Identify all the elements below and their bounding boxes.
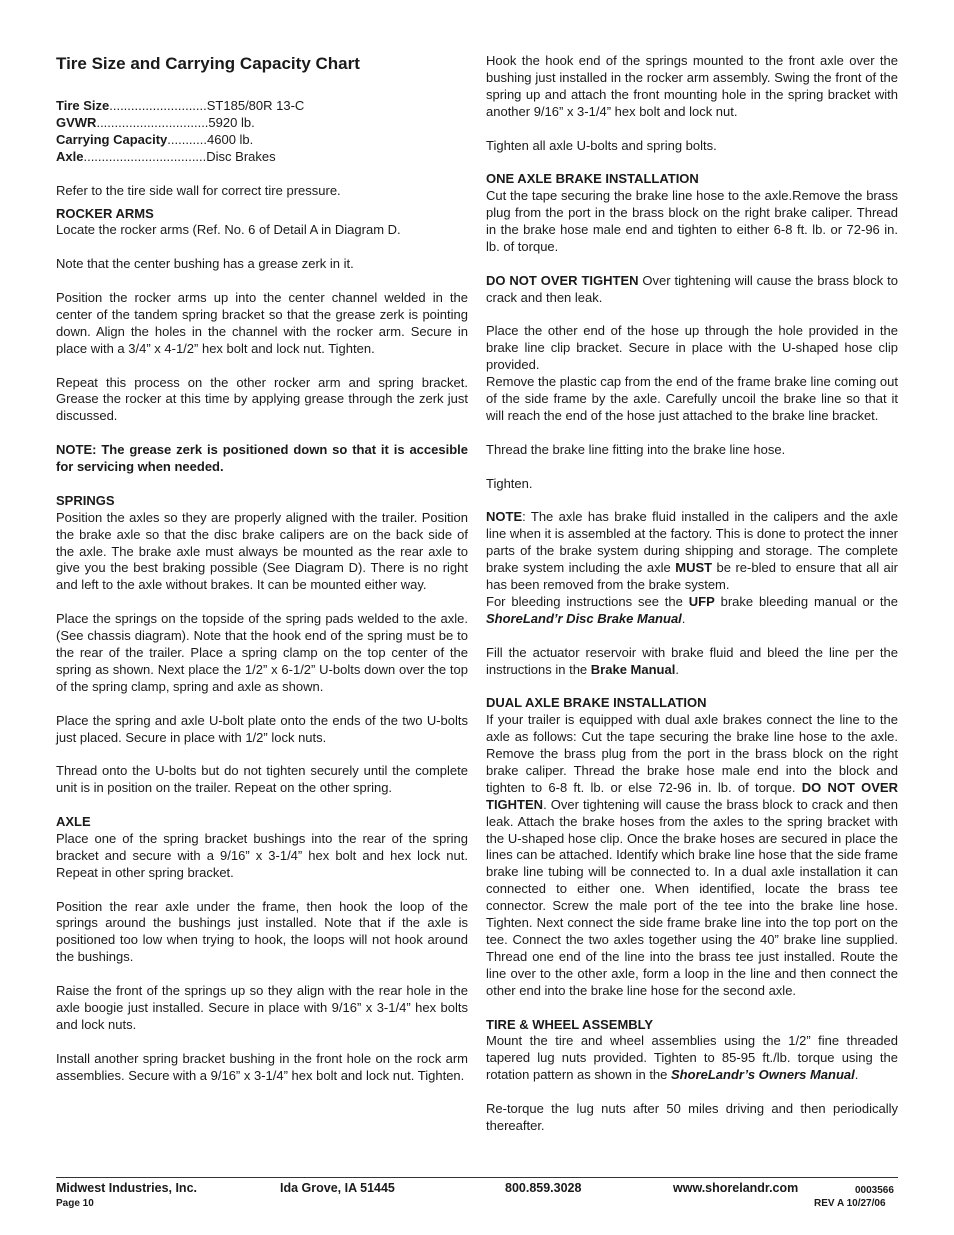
rocker-arms-paragraph: Position the rocker arms up into the center channel welded in the center of the tandem spring bracket so that the grease zerk is pointing down. Align the holes in the channel with the rocker arm. Secure in place with a 3/4” x 4-1/2” hex bolt and lock nut. Tighten.: [56, 290, 468, 356]
axle-paragraph: Place one of the spring bracket bushings into the rear of the spring bracket and secure with a 9/16” x 3-1/4” hex bolt and hex lock nut. Repeat in other spring bracket.: [56, 830, 468, 880]
right-column: [486, 53, 898, 1135]
springs-heading: SPRINGS: [56, 492, 115, 508]
axle-paragraph: Install another spring bracket bushing in the front hole on the rock arm assemblies. Secure with a 9/16” x 3-1/4” hex bolt and lock nut. Tighten.: [56, 1050, 468, 1083]
dual-axle-brake-heading: DUAL AXLE BRAKE INSTALLATION: [486, 695, 707, 711]
spec-dots: ...............................: [96, 114, 209, 130]
bleed-ufp: UFP: [688, 593, 715, 609]
warning-text: Over tightening will cause the brass block to crack and then leak.: [486, 272, 898, 305]
tighten-all-paragraph: Tighten all axle U-bolts and spring bolts.: [486, 137, 717, 153]
tire-pressure-note: Refer to the tire side wall for correct tire pressure.: [56, 182, 341, 198]
rocker-arms-paragraph: Note that the center bushing has a grease zerk in it.: [56, 256, 354, 272]
footer-page-number: Page 10: [56, 1198, 94, 1209]
tire-text: .: [854, 1067, 859, 1083]
spec-dots: ...........................: [109, 98, 207, 113]
springs-paragraph: Place the springs on the topside of the spring pads welded to the axle. (See chassis diagram). Note that the hook end of the spring must be to the rear of the trailer. Place a spring clamp on the top center of the spring as shown. Next place the 1/2” x 6-1/2” U-bolts down over the top of the spring clamp, spring and axle as shown.: [56, 611, 468, 694]
over-tighten-warning: [486, 273, 898, 307]
bleeding-instructions: [486, 594, 898, 628]
dual-text: If your trailer is equipped with dual axle brakes connect the line to the axle as follows: Cut the tape securing the brake line hose to the axle. Remove the brass plug from the port in the brass block on the right brake caliper. Thread the brake hose male end into the block and tighten to 6-8 ft. lb. or else 72-96 in. lb. of torque.: [486, 712, 898, 795]
axle-paragraph: Position the rear axle under the frame, then hook the loop of the springs around the bushings just installed. Note that if the axle is positioned too low when trying to hook, the loops will not hook around the bushings.: [56, 898, 468, 965]
spec-label: Tire Size: [56, 98, 110, 113]
footer-divider: [56, 1177, 898, 1178]
note-text: be re-bled to ensure that all air has been removed from the brake system.: [486, 560, 899, 592]
note-text: : The axle has brake fluid installed in the calipers and the axle line when it is assembled at the factory. This is done to protect the inner parts of the brake system during shipping and storage. The complete brake system including the axle: [486, 509, 898, 576]
spec-row-tire-size: [56, 98, 468, 115]
footer-website: www.shorelandr.com: [673, 1181, 799, 1195]
springs-paragraph: Thread onto the U-bolts but do not tighten securely until the complete unit is in position on the trailer. Repeat on the other spring.: [56, 763, 468, 796]
one-axle-paragraph: Thread the brake line fitting into the brake line hose.: [486, 441, 786, 457]
warning-bold: DO NOT OVER TIGHTEN: [486, 272, 639, 288]
bleed-text: For bleeding instructions see the: [486, 593, 689, 609]
footer-city: Ida Grove, IA 51445: [280, 1181, 395, 1195]
page-title: Tire Size and Carrying Capacity Chart: [56, 54, 360, 73]
fill-text: Fill the actuator reservoir with brake fluid and bleed the line per the instructions in the: [486, 644, 898, 677]
footer-revision: REV A 10/27/06: [814, 1198, 886, 1209]
tire-wheel-heading: TIRE & WHEEL ASSEMBLY: [486, 1016, 654, 1032]
axle-paragraph: Raise the front of the springs up so they align with the rear hole in the axle boogie just installed. Secure in place with 9/16” x 3-1/4” hex bolts and lock nuts.: [56, 983, 468, 1032]
footer-company: Midwest Industries, Inc.: [56, 1181, 197, 1195]
dual-text: . Over tightening will cause the brass block to crack and then leak. Attach the brake hoses from the axles to the spring bracket with the U-shaped hose clip. Once the brake hoses are secured in place the lines can be attached. Identify which brake line hose that the side frame brake line tubing will be connected to. In a dual axle installation it can connected to either one. When identified, locate the brass tee connector. Screw the male port of the tee into the brake line hose. Tighten. Next connect the side frame brake line into the top port on the tee. Connect the two axles together using the 40” brake line supplied. Thread one end of the line into the brass tee just installed. Route the line over to the other axle, form a loop in the line and then connect the other end into the brake line hose for the second axle.: [486, 796, 898, 998]
spec-value: 5920 lb.: [208, 114, 255, 130]
left-column: [56, 54, 468, 1084]
one-axle-paragraph: Tighten.: [486, 475, 533, 491]
note-must: MUST: [675, 560, 713, 576]
dual-axle-paragraph: [486, 712, 898, 999]
one-axle-brake-heading: ONE AXLE BRAKE INSTALLATION: [486, 171, 699, 187]
tire-wheel-paragraph: [486, 1033, 898, 1084]
one-axle-paragraph: Remove the plastic cap from the end of the frame brake line coming out of the side frame by the axle. Carefully uncoil the brake line so that it will reach the end of the hose just attached to the brake line bracket.: [486, 374, 898, 423]
springs-paragraph: Position the axles so they are properly aligned with the trailer. Position the brake axle so that the disc brake calipers are on the back side of the axle. The brake axle must always be mounted as the rear axle to give you the best braking possible (See Diagram D). There is no right and left to the axle without brakes. It can be mounted either way.: [56, 509, 468, 593]
rocker-arms-heading: ROCKER ARMS: [56, 205, 154, 221]
dual-warning-bold: DO NOT OVER TIGHTEN: [486, 779, 898, 812]
footer-doc-number: 0003566: [855, 1185, 894, 1196]
spec-label: Axle: [56, 148, 84, 164]
bleed-text: brake bleeding manual or the: [714, 593, 898, 609]
retorque-paragraph: Re-torque the lug nuts after 50 miles driving and then periodically thereafter.: [486, 1101, 898, 1133]
one-axle-paragraph: Place the other end of the hose up through the hole provided in the brake line clip bracket. Secure in place with the U-shaped hose clip provided.: [486, 323, 898, 373]
fill-text: .: [675, 661, 679, 677]
one-axle-paragraph: Cut the tape securing the brake line hose to the axle.Remove the brass plug from the port in the brass block on the right brake caliper. Thread in the brake hose male end and tighten to either 6-8 ft. lb. or 72-96 in. lb. of torque.: [486, 188, 898, 254]
springs-hook-paragraph: Hook the hook end of the springs mounted to the front axle over the bushing just installed in the rocker arm assembly. Swing the front of the spring up and attach the front mounting hole in the spring bracket with another 9/16” x 3-1/4” hex bolt and lock nut.: [486, 53, 898, 119]
springs-paragraph: Place the spring and axle U-bolt plate onto the ends of the two U-bolts just placed. Secure in place with 1/2” lock nuts.: [56, 712, 468, 745]
spec-dots: ...........: [167, 131, 207, 147]
note-bold: NOTE: [486, 509, 523, 525]
spec-label: GVWR: [56, 114, 97, 130]
bleed-manual-title: ShoreLand’r Disc Brake Manual: [486, 610, 682, 626]
rocker-arms-note: NOTE: The grease zerk is positioned down so that it is accesible for servicing when needed.: [56, 442, 468, 475]
spec-label: Carrying Capacity: [56, 131, 168, 147]
owners-manual-title: ShoreLandr’s Owners Manual: [671, 1067, 855, 1083]
rocker-arms-paragraph: Locate the rocker arms (Ref. No. 6 of Detail A in Diagram D.: [56, 222, 401, 238]
footer-phone: 800.859.3028: [505, 1181, 582, 1195]
spec-row-axle: [56, 149, 468, 166]
factory-fluid-note: [486, 509, 898, 594]
spec-dots: ..................................: [83, 148, 207, 164]
spec-value: Disc Brakes: [206, 148, 276, 164]
axle-heading: AXLE: [56, 814, 91, 830]
spec-value: 4600 lb.: [207, 131, 254, 147]
spec-row-carrying-capacity: [56, 132, 468, 149]
spec-value: ST185/80R 13-C: [206, 98, 305, 113]
bleed-text: .: [681, 610, 686, 626]
fill-reservoir-paragraph: [486, 645, 898, 679]
spec-table: [56, 98, 468, 166]
spec-row-gvwr: [56, 115, 468, 132]
tire-text: Mount the tire and wheel assemblies using the 1/2” fine threaded tapered lug nuts provided. Tighten to 85-95 ft./lb. torque using the rotation pattern as shown in the: [486, 1033, 898, 1083]
fill-manual-title: Brake Manual: [590, 661, 676, 677]
rocker-arms-paragraph: Repeat this process on the other rocker arm and spring bracket. Grease the rocker at this time by applying grease through the zerk just discussed.: [56, 374, 468, 424]
